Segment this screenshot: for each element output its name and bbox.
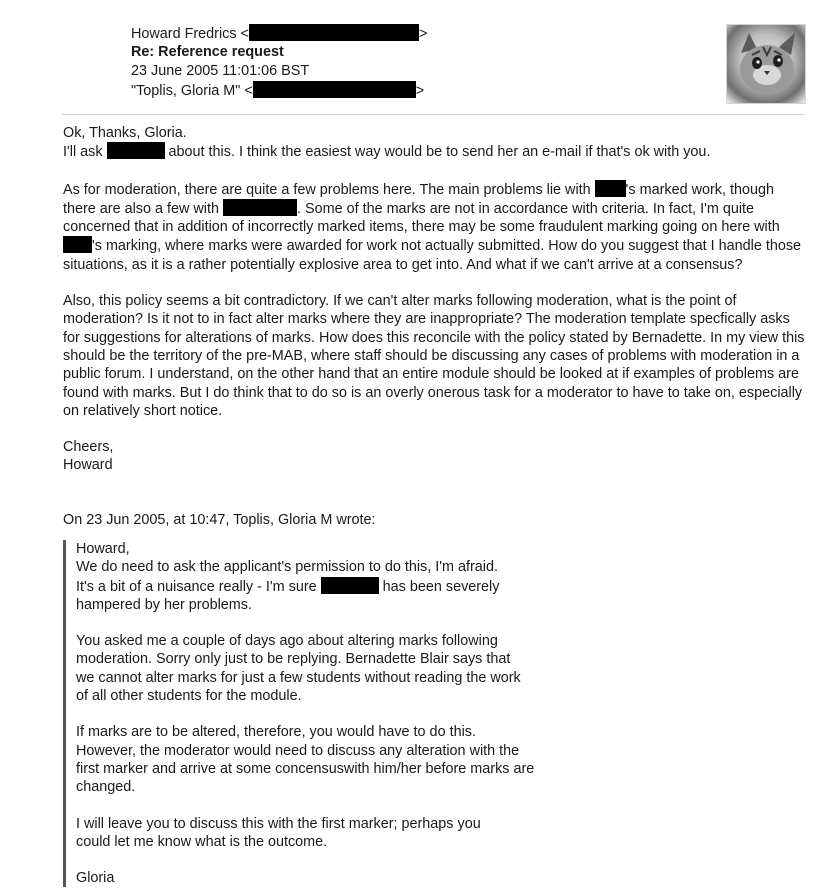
quote-line: moderation. Sorry only just to be replying. Bernadette Blair says that <box>76 651 511 668</box>
body-line: Ok, Thanks, Gloria. <box>63 125 187 141</box>
redacted-name <box>595 180 626 197</box>
body-paragraph: Also, this policy seems a bit contradictory. If we can't alter marks following moderation, what is the point of moderation? Is it not to in fact alter marks where they are inappropriate? The moderation template specfically asks for suggestions for alterations of marks. How does this reconcile with the policy stated by Bernadette. In my view this should be the territory of the pre-MAB, where staff should be discussing any cases of problems with moderation in a public forum. I understand, on the other hand that an entire module should be looked at if examples of problems are found with marks. But I do think that to do so is an overly onerous task for a moderator to have to take on, especially on relatively short notice. <box>63 293 805 419</box>
quote-line: Howard, <box>76 541 130 557</box>
redacted-name <box>63 236 92 253</box>
signature-name: Howard <box>63 457 113 474</box>
quote-attribution: On 23 Jun 2005, at 10:47, Toplis, Gloria M wrote: <box>63 511 376 528</box>
sender-avatar <box>726 24 806 104</box>
quote-line: of all other students for the module. <box>76 688 302 705</box>
redacted-email <box>249 24 419 41</box>
quote-line: we cannot alter marks for just a few students without reading the work <box>76 669 521 686</box>
redacted-name <box>223 199 297 216</box>
quote-line: You asked me a couple of days ago about altering marks following <box>76 633 498 650</box>
body-paragraph: As for moderation, there are quite a few problems here. The main problems lie with 's marked work, though there are also a few with . Some of the marks are not in accordance with criteria. In fact, I'm quite concerned that in addition of incorrectly marked items, there may be some fraudulent marking going on here with 's marking, where marks were awarded for work not actually submitted. How do you suggest that I handle those situations, as it is a rather potentially explosive area to get into. And what if we can't arrive at a consensus? <box>63 181 802 273</box>
quote-line: We do need to ask the applicant's permission to do this, I'm afraid. <box>76 559 498 576</box>
quote-line: could let me know what is the outcome. <box>76 833 328 850</box>
signoff: Cheers, <box>63 439 114 456</box>
quote-line: If marks are to be altered, therefore, you would have to do this. <box>76 724 476 741</box>
from-name: Howard Fredrics <box>131 26 237 42</box>
quote-line: first marker and arrive at some concensuswith him/her before marks are <box>76 760 535 777</box>
message-body <box>63 124 808 529</box>
to-name: "Toplis, Gloria M" <box>131 83 241 99</box>
to-value[interactable]: "Toplis, Gloria M" < > <box>131 83 425 99</box>
quote-line: However, the moderator would need to discuss any alteration with the <box>76 742 520 759</box>
quote-signature: Gloria <box>76 870 115 887</box>
from-value[interactable]: Howard Fredrics < > <box>131 26 428 42</box>
date-value: 23 June 2005 11:01:06 BST <box>131 63 310 79</box>
quote-line: I will leave you to discuss this with the first marker; perhaps you <box>76 815 481 832</box>
body-line: I'll ask about this. I think the easiest way would be to send her an e-mail if that's ok with you. <box>63 144 711 161</box>
subject-value: Re: Reference request <box>131 44 284 60</box>
quote-line: It's a bit of a nuisance really - I'm sure has been severely <box>76 578 500 595</box>
quoted-message <box>63 540 676 887</box>
redacted-name <box>321 577 379 594</box>
redacted-name <box>107 142 165 159</box>
quote-line: hampered by her problems. <box>76 596 252 613</box>
redacted-email <box>253 81 416 98</box>
cat-icon <box>727 25 805 103</box>
header-divider <box>62 114 804 115</box>
quote-line: changed. <box>76 779 136 796</box>
